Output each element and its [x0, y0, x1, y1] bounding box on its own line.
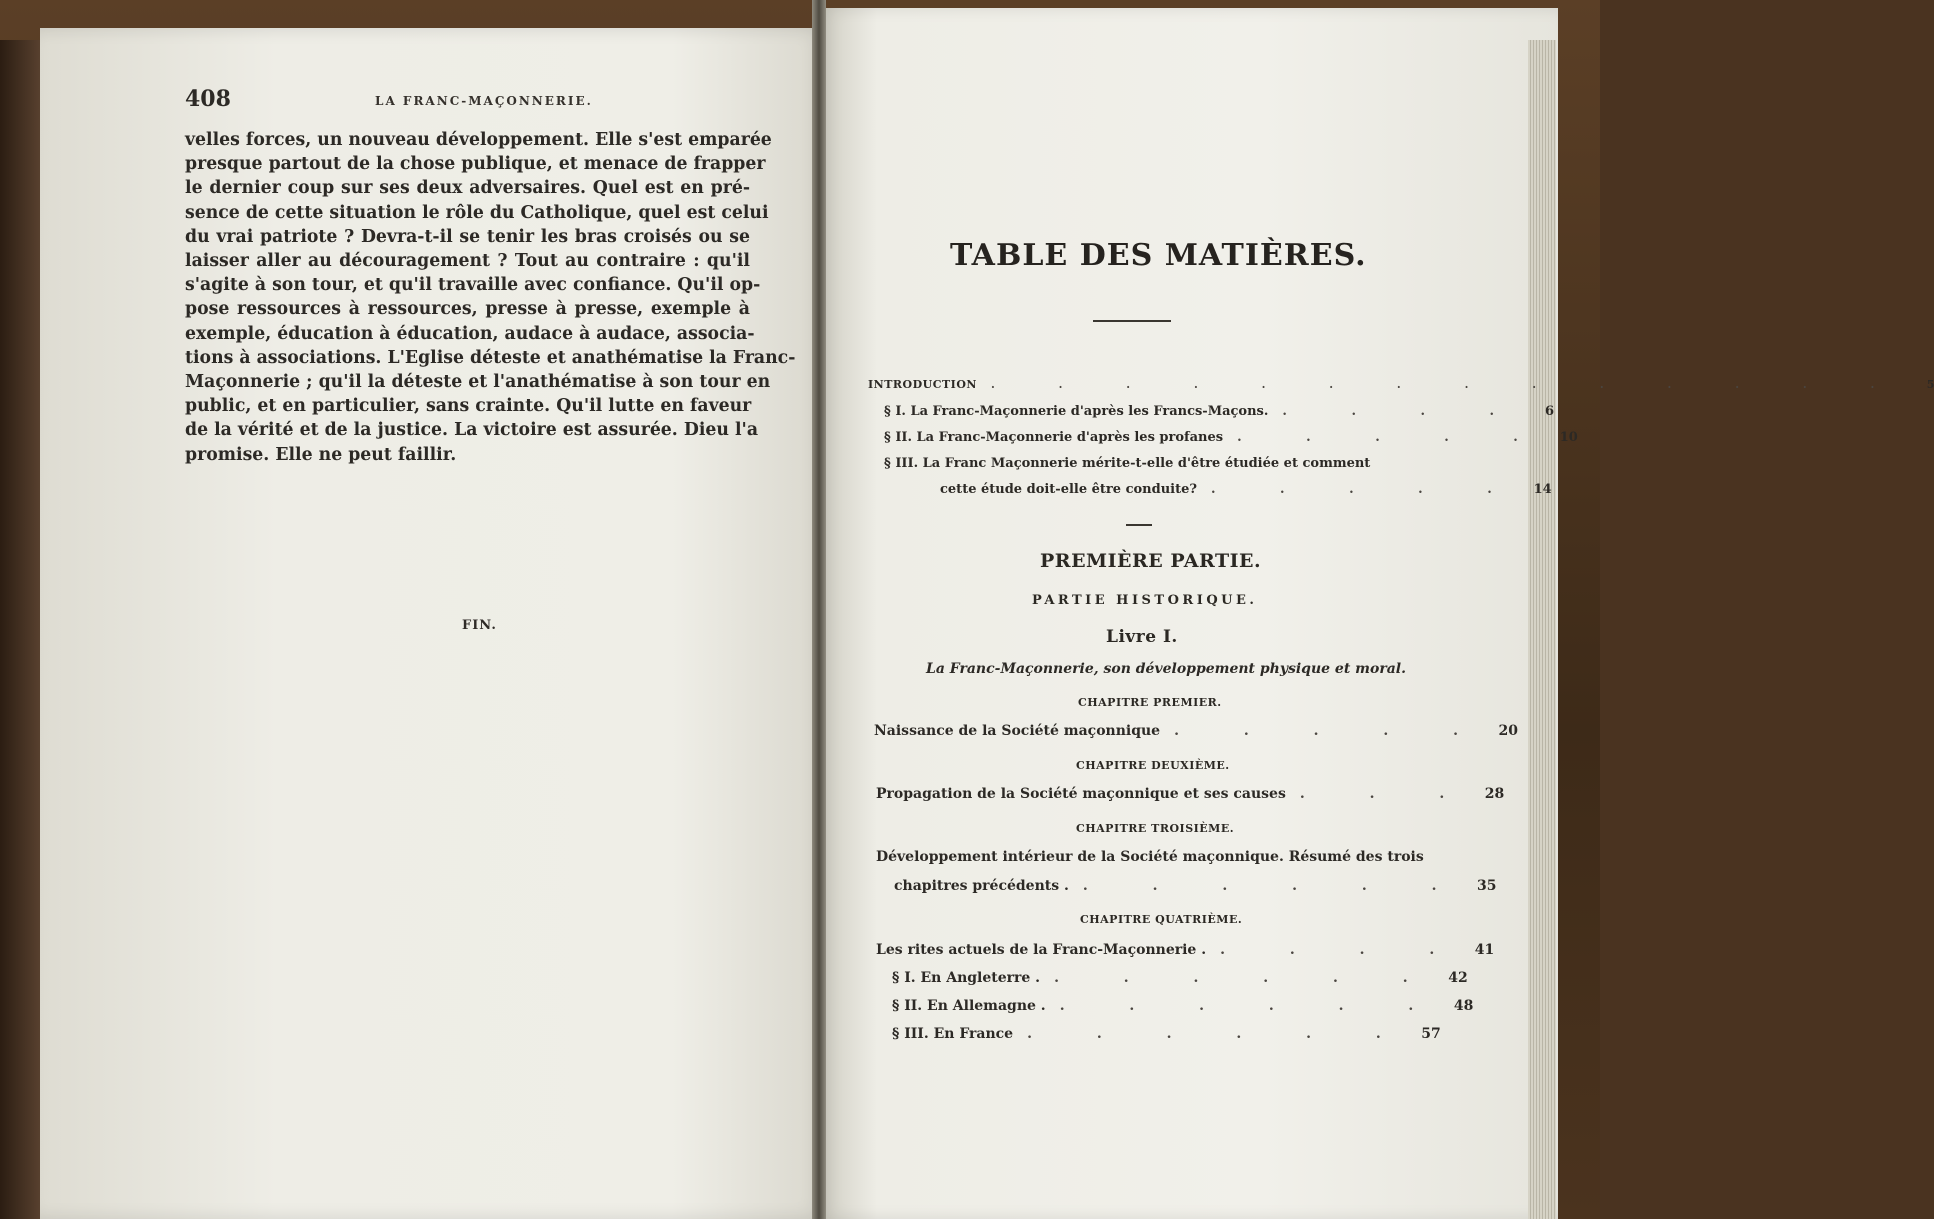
body-paragraph	[185, 128, 796, 467]
leader-dots: . . . . . .	[1059, 998, 1444, 1014]
toc-entry	[884, 456, 1398, 471]
running-head	[185, 86, 745, 116]
toc-entry	[892, 998, 1474, 1014]
toc-entry-label: INTRODUCTION	[868, 378, 977, 391]
title-rule	[1093, 320, 1171, 322]
text-line: exemple, éducation à éducation, audace à audace, associa-	[185, 323, 755, 344]
leader-dots: . . . .	[1220, 942, 1465, 958]
chapter-heading: CHAPITRE PREMIER.	[1078, 696, 1222, 709]
toc-entry-label: Naissance de la Société maçonnique	[874, 723, 1161, 739]
toc-entry-page: 6	[1545, 404, 1555, 419]
chapter-heading: CHAPITRE DEUXIÈME.	[1076, 759, 1230, 772]
text-line: le dernier coup sur ses deux adversaires. Quel est en pré-	[185, 178, 750, 199]
toc-entry-page: 41	[1474, 942, 1495, 958]
toc-entry	[876, 849, 1424, 865]
toc-entry-page: 28	[1484, 786, 1505, 802]
page-number: 408	[185, 86, 231, 112]
toc-entry-label: chapitres précédents .	[894, 878, 1069, 894]
text-line: sence de cette situation le rôle du Catholique, quel est celui	[185, 202, 769, 223]
text-line: tions à associations. L'Eglise déteste et anathématise la Franc-	[185, 347, 796, 368]
toc-entry	[892, 970, 1468, 986]
section-rule	[1126, 524, 1152, 526]
leader-dots: . . . . . .	[1054, 970, 1438, 986]
book-gutter	[812, 0, 826, 1219]
toc-entry-page: 5	[1926, 378, 1934, 391]
toc-entry	[894, 878, 1497, 894]
text-line: presque partout de la chose publique, et menace de frapper	[185, 154, 766, 175]
text-line: promise. Elle ne peut faillir.	[185, 444, 457, 465]
end-mark: FIN.	[462, 618, 497, 633]
toc-entry-page: 14	[1533, 482, 1552, 497]
text-line: s'agite à son tour, et qu'il travaille avec confiance. Qu'il op-	[185, 275, 761, 296]
toc-entry-label: Propagation de la Société maçonnique et ses causes	[876, 786, 1286, 802]
toc-entry-label: § I. En Angleterre .	[892, 970, 1041, 986]
text-line: de la vérité et de la justice. La victoire est assurée. Dieu l'a	[185, 420, 759, 441]
toc-entry	[892, 1026, 1441, 1042]
toc-entry-page: 57	[1421, 1026, 1441, 1042]
toc-entry-page: 48	[1453, 998, 1474, 1014]
leader-dots: . . . . . .	[1082, 878, 1467, 894]
toc-entry-page: 20	[1498, 723, 1518, 739]
leader-dots: . . . . .	[1174, 723, 1488, 739]
book-subtitle: La Franc-Maçonnerie, son développement physique et moral.	[926, 661, 1406, 677]
text-line: pose ressources à ressources, presse à presse, exemple à	[185, 299, 750, 320]
part-subtitle: PARTIE HISTORIQUE.	[1032, 593, 1258, 608]
toc-entry-page: 42	[1448, 970, 1468, 986]
chapter-heading: CHAPITRE TROISIÈME.	[1076, 822, 1235, 835]
toc-entry-label: Les rites actuels de la Franc-Maçonnerie .	[876, 942, 1207, 958]
leader-dots: . . . . . .	[1027, 1026, 1411, 1042]
text-line: velles forces, un nouveau développement. Elle s'est emparée	[185, 130, 772, 150]
toc-entry-label: § II. La Franc-Maçonnerie d'après les profanes	[884, 430, 1224, 445]
toc-entry	[876, 786, 1505, 802]
toc-entry	[876, 942, 1495, 958]
toc-entry	[874, 723, 1518, 739]
toc-entry-page: 35	[1477, 878, 1497, 894]
toc-entry-introduction	[868, 378, 1934, 391]
book-title: Livre I.	[1106, 627, 1178, 647]
toc-title: TABLE DES MATIÈRES.	[950, 238, 1367, 273]
toc-entry-label: cette étude doit-elle être conduite?	[940, 482, 1197, 497]
leader-dots: . . . . .	[1211, 482, 1522, 497]
toc-entry	[940, 482, 1552, 497]
running-title: LA FRANC-MAÇONNERIE.	[375, 94, 593, 108]
toc-entry-label: § III. La Franc Maçonnerie mérite-t-elle d'être étudiée et comment	[884, 456, 1371, 471]
leader-dots: . . . .	[1282, 404, 1525, 419]
toc-entry-label: Développement intérieur de la Société maçonnique. Résumé des trois	[876, 849, 1424, 865]
toc-entry-label: § I. La Franc-Maçonnerie d'après les Francs-Maçons.	[884, 404, 1269, 419]
text-line: Maçonnerie ; qu'il la déteste et l'anathématise à son tour en	[185, 372, 771, 393]
text-line: public, et en particulier, sans crainte. Qu'il lutte en faveur	[185, 396, 752, 417]
text-line: laisser aller au découragement ? Tout au contraire : qu'il	[185, 251, 750, 272]
toc-entry	[884, 404, 1555, 419]
leader-dots: . . .	[1299, 786, 1475, 802]
toc-entry	[884, 430, 1578, 445]
page-edges	[1528, 40, 1556, 1219]
part-title: PREMIÈRE PARTIE.	[1040, 550, 1262, 572]
toc-entry-label: § II. En Allemagne .	[892, 998, 1046, 1014]
toc-entry-page: 10	[1559, 430, 1578, 445]
text-line: du vrai patriote ? Devra-t-il se tenir les bras croisés ou se	[185, 226, 750, 247]
toc-entry-label: § III. En France	[892, 1026, 1014, 1042]
leader-dots: . . . . .	[1237, 430, 1548, 445]
chapter-heading: CHAPITRE QUATRIÈME.	[1080, 913, 1243, 926]
leader-dots: . . . . . . . . . . . . . .	[990, 378, 1905, 391]
